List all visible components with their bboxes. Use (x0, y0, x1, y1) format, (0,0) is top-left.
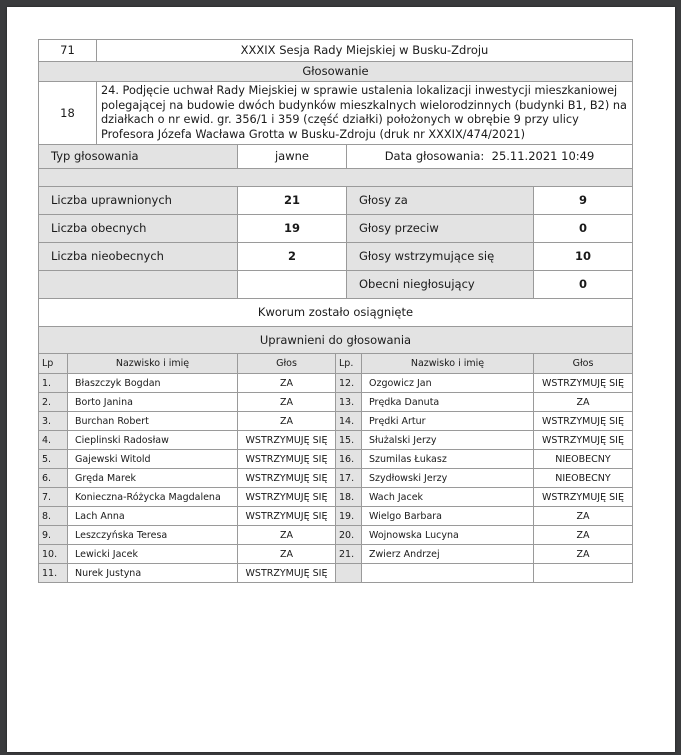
vote-date-label: Data głosowania: (384, 149, 485, 163)
voters-title: Uprawnieni do głosowania (39, 327, 633, 354)
voter-lp: 19. (336, 507, 362, 526)
voter-name: Borto Janina (68, 393, 238, 412)
voter-lp: 21. (336, 545, 362, 564)
voter-vote-empty (534, 564, 633, 583)
voter-name: Wojnowska Lucyna (362, 526, 534, 545)
voter-lp: 18. (336, 488, 362, 507)
section-title: Głosowanie (39, 62, 633, 82)
voter-vote: WSTRZYMUJĘ SIĘ (238, 564, 336, 583)
voter-vote: NIEOBECNY (534, 450, 633, 469)
voter-lp: 12. (336, 374, 362, 393)
voter-name: Lach Anna (68, 507, 238, 526)
voter-name: Ozgowicz Jan (362, 374, 534, 393)
voter-vote: WSTRZYMUJĘ SIĘ (238, 469, 336, 488)
table-row (39, 564, 633, 583)
stat-row-1 (39, 187, 633, 215)
voter-vote: WSTRZYMUJĘ SIĘ (534, 431, 633, 450)
absent-label: Liczba nieobecnych (39, 243, 238, 271)
table-row (39, 507, 633, 526)
table-row (39, 526, 633, 545)
voter-lp: 10. (39, 545, 68, 564)
voter-name: Cieplinski Radosław (68, 431, 238, 450)
abstain-value: 10 (534, 243, 633, 271)
col-vote-left: Głos (238, 354, 336, 374)
vote-number: 18 (39, 82, 97, 145)
nonvoting-value: 0 (534, 271, 633, 299)
voters-table (38, 353, 633, 583)
session-number: 71 (39, 40, 97, 62)
voter-vote: ZA (534, 393, 633, 412)
voter-lp: 4. (39, 431, 68, 450)
vote-type-label: Typ głosowania (39, 145, 238, 169)
vote-type-value: jawne (238, 145, 347, 169)
vote-type-row (39, 145, 633, 169)
voter-vote: WSTRZYMUJĘ SIĘ (238, 431, 336, 450)
voter-lp: 9. (39, 526, 68, 545)
voter-vote: WSTRZYMUJĘ SIĘ (534, 412, 633, 431)
voter-lp: 6. (39, 469, 68, 488)
voter-vote: WSTRZYMUJĘ SIĘ (534, 374, 633, 393)
voter-lp: 14. (336, 412, 362, 431)
voter-lp: 5. (39, 450, 68, 469)
voter-lp: 7. (39, 488, 68, 507)
vote-date-value: 25.11.2021 10:49 (491, 149, 595, 163)
voter-vote: ZA (238, 374, 336, 393)
voter-name: Błaszczyk Bogdan (68, 374, 238, 393)
against-label: Głosy przeciw (347, 215, 534, 243)
voter-name: Burchan Robert (68, 412, 238, 431)
voter-vote: ZA (534, 545, 633, 564)
for-value: 9 (534, 187, 633, 215)
voter-vote: ZA (238, 412, 336, 431)
voter-name: Lewicki Jacek (68, 545, 238, 564)
voter-vote: WSTRZYMUJĘ SIĘ (238, 488, 336, 507)
abstain-label: Głosy wstrzymujące się (347, 243, 534, 271)
voter-name: Gręda Marek (68, 469, 238, 488)
voter-name: Szumilas Łukasz (362, 450, 534, 469)
voter-name: Zwierz Andrzej (362, 545, 534, 564)
voter-vote: ZA (238, 393, 336, 412)
table-row (39, 450, 633, 469)
quorum-status: Kworum zostało osiągnięte (39, 299, 633, 327)
voter-name-empty (362, 564, 534, 583)
col-vote-right: Głos (534, 354, 633, 374)
document-page (7, 7, 675, 752)
voters-header-row (39, 354, 633, 374)
voter-lp: 1. (39, 374, 68, 393)
section-header-row (39, 62, 633, 82)
session-title: XXXIX Sesja Rady Miejskiej w Busku-Zdroju (97, 40, 633, 62)
voter-lp: 3. (39, 412, 68, 431)
stat-row-4 (39, 271, 633, 299)
voter-vote: WSTRZYMUJĘ SIĘ (238, 450, 336, 469)
col-lp-left: Lp (39, 354, 68, 374)
voter-vote: WSTRZYMUJĘ SIĘ (534, 488, 633, 507)
voter-vote: ZA (534, 507, 633, 526)
absent-value: 2 (238, 243, 347, 271)
voters-title-row (39, 327, 633, 354)
col-name-left: Nazwisko i imię (68, 354, 238, 374)
table-row (39, 469, 633, 488)
session-row (39, 40, 633, 62)
table-row (39, 374, 633, 393)
spacer-cell (39, 169, 633, 187)
voter-name: Nurek Justyna (68, 564, 238, 583)
voter-lp: 13. (336, 393, 362, 412)
col-lp-right: Lp. (336, 354, 362, 374)
table-row (39, 488, 633, 507)
nonvoting-label: Obecni niegłosujący (347, 271, 534, 299)
voter-name: Prędki Artur (362, 412, 534, 431)
table-row (39, 431, 633, 450)
col-name-right: Nazwisko i imię (362, 354, 534, 374)
empty-value-cell (238, 271, 347, 299)
voter-name: Leszczyńska Teresa (68, 526, 238, 545)
table-row (39, 393, 633, 412)
voter-lp: 11. (39, 564, 68, 583)
voter-vote: WSTRZYMUJĘ SIĘ (238, 507, 336, 526)
spacer-row (39, 169, 633, 187)
table-row (39, 412, 633, 431)
for-label: Głosy za (347, 187, 534, 215)
eligible-value: 21 (238, 187, 347, 215)
eligible-label: Liczba uprawnionych (39, 187, 238, 215)
against-value: 0 (534, 215, 633, 243)
table-row (39, 545, 633, 564)
present-value: 19 (238, 215, 347, 243)
voter-lp: 8. (39, 507, 68, 526)
voter-vote: ZA (238, 526, 336, 545)
vote-description-row (39, 82, 633, 145)
voter-lp: 15. (336, 431, 362, 450)
voter-name: Wach Jacek (362, 488, 534, 507)
voter-name: Wielgo Barbara (362, 507, 534, 526)
vote-report (38, 39, 632, 583)
voter-vote: NIEOBECNY (534, 469, 633, 488)
vote-description: 24. Podjęcie uchwał Rady Miejskiej w sprawie ustalenia lokalizacji inwestycji mieszkaniowej polegającej na budowie dwóch budynków mieszkalnych wielorodzinnych (budynki B1, B2) na działkach o nr ewid. gr. 356/1 i 359 (część działki) położonych w obrębie 9 przy ulicy Profesora Józefa Wacława Grotta w Busku-Zdroju (druk nr XXXIX/474/2021) (97, 82, 633, 145)
voter-vote: ZA (238, 545, 336, 564)
voter-lp-empty (336, 564, 362, 583)
voter-name: Szydłowski Jerzy (362, 469, 534, 488)
empty-label-cell (39, 271, 238, 299)
voter-lp: 2. (39, 393, 68, 412)
voter-lp: 20. (336, 526, 362, 545)
quorum-row (39, 299, 633, 327)
voter-name: Gajewski Witold (68, 450, 238, 469)
vote-summary-table (38, 39, 633, 354)
voter-name: Służalski Jerzy (362, 431, 534, 450)
stat-row-3 (39, 243, 633, 271)
vote-date (347, 145, 633, 169)
voter-lp: 16. (336, 450, 362, 469)
present-label: Liczba obecnych (39, 215, 238, 243)
voter-lp: 17. (336, 469, 362, 488)
voter-vote: ZA (534, 526, 633, 545)
voter-name: Konieczna-Różycka Magdalena (68, 488, 238, 507)
stat-row-2 (39, 215, 633, 243)
voter-name: Prędka Danuta (362, 393, 534, 412)
